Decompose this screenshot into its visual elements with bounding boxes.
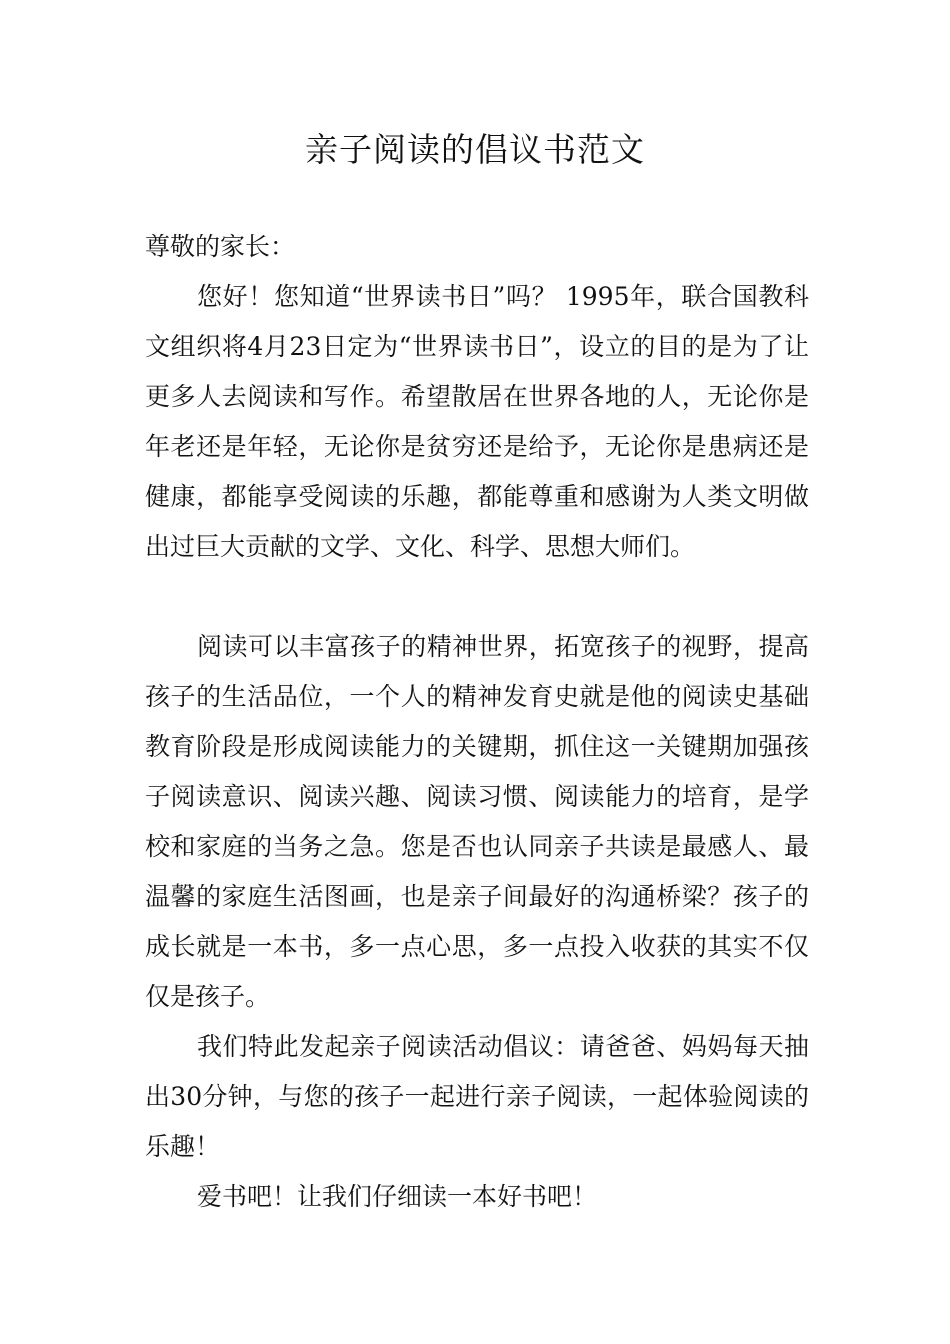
document-title: 亲子阅读的倡议书范文: [305, 130, 645, 169]
paragraph-world-book-day: 您好！您知道“世界读书日”吗？ 1995年，联合国教科文组织将4月23日定为“世界读书日”，设立的目的是为了让更多人去阅读和写作。希望散居在世界各地的人，无论你是年老还是年轻，无论你是贫穷还是给予，无论你是患病还是健康，都能享受阅读的乐趣，都能尊重和感谢为人类文明做出过巨大贡献的文学、文化、科学、思想大师们。: [145, 282, 809, 561]
salutation: 尊敬的家长：: [145, 232, 296, 261]
paragraph-closing: 爱书吧！让我们仔细读一本好书吧！: [197, 1182, 598, 1211]
paragraph-reading-benefits: 阅读可以丰富孩子的精神世界，拓宽孩子的视野，提高孩子的生活品位，一个人的精神发育史就是他的阅读史基础教育阶段是形成阅读能力的关键期，抓住这一关键期加强孩子阅读意识、阅读兴趣、阅读习惯、阅读能力的培育，是学校和家庭的当务之急。您是否也认同亲子共读是最感人、最温馨的家庭生活图画，也是亲子间最好的沟通桥梁？孩子的成长就是一本书，多一点心思，多一点投入收获的其实不仅仅是孩子。: [145, 632, 809, 1011]
paragraph-initiative: 我们特此发起亲子阅读活动倡议：请爸爸、妈妈每天抽出30分钟，与您的孩子一起进行亲子阅读，一起体验阅读的乐趣！: [145, 1032, 809, 1161]
